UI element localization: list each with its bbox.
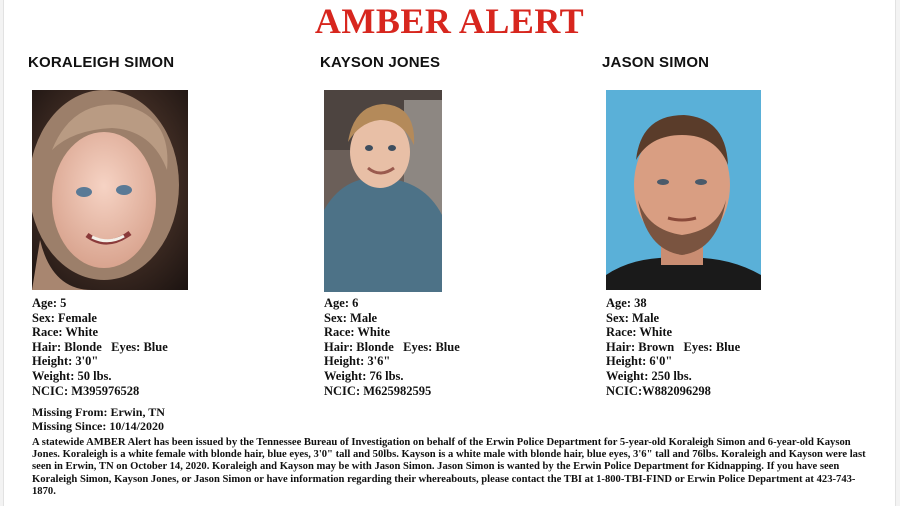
alert-narrative: A statewide AMBER Alert has been issued by the Tennessee Bureau of Investigation on behalf of the Erwin Police Department for 5-year-old Koraleigh Simon and 6-year-old Kayson Jones. Koraleigh is a white female with blonde hair, blue eyes, 3'0" tall and 50lbs. Kayson is a white male with blonde hair, blue eyes, 3'6" tall and 76lbs. Koraleigh and Kayson were last seen in Erwin, TN on October 14, 2020. Koraleigh and Kayson may be with Jason Simon. Jason Simon is wanted by the Erwin Police Department for Kidnapping. If you have seen Koraleigh Simon, Kayson Jones, or Jason Simon or have information regarding their whereabouts, please contact the TBI at 1-800-TBI-FIND or Erwin Police Department at 423-743-1870. (32, 437, 866, 497)
person-name: KAYSON JONES (320, 54, 441, 71)
sex-line: Sex: Male (324, 310, 378, 325)
age-line: Age: 5 (32, 296, 67, 310)
alert-title: AMBER ALERT (314, 1, 585, 41)
person-details (324, 296, 460, 398)
height-line: Height: 3'6" (324, 354, 391, 369)
person-card-kayson (320, 54, 460, 398)
jason-photo (606, 90, 761, 290)
person-name: KORALEIGH SIMON (28, 54, 175, 71)
age-line: Age: 38 (606, 296, 647, 310)
weight-line: Weight: 76 lbs. (324, 368, 404, 383)
race-line: Race: White (606, 325, 673, 340)
weight-line: Weight: 250 lbs. (606, 368, 692, 383)
person-details (32, 296, 168, 398)
person-card-jason (602, 54, 741, 398)
hair-eyes-line: Hair: Blonde Eyes: Blue (324, 339, 460, 354)
weight-line: Weight: 50 lbs. (32, 368, 112, 383)
hair-eyes-line: Hair: Blonde Eyes: Blue (32, 339, 168, 354)
ncic-line: NCIC:W882096298 (606, 383, 711, 398)
amber-alert-poster (4, 0, 895, 506)
ncic-line: NCIC: M395976528 (32, 383, 140, 398)
height-line: Height: 3'0" (32, 354, 99, 369)
missing-from: Missing From: Erwin, TN (32, 405, 165, 419)
person-card-koraleigh (28, 54, 175, 398)
age-line: Age: 6 (324, 296, 359, 310)
sex-line: Sex: Male (606, 310, 660, 325)
person-details (606, 296, 740, 398)
kayson-photo (324, 90, 442, 292)
sex-line: Sex: Female (32, 310, 97, 325)
race-line: Race: White (324, 325, 391, 340)
height-line: Height: 6'0" (606, 354, 673, 369)
race-line: Race: White (32, 325, 99, 340)
missing-since: Missing Since: 10/14/2020 (32, 418, 165, 433)
koraleigh-photo (32, 90, 188, 290)
hair-eyes-line: Hair: Brown Eyes: Blue (606, 339, 741, 354)
person-name: JASON SIMON (602, 54, 710, 71)
ncic-line: NCIC: M625982595 (324, 383, 432, 398)
missing-info (32, 406, 165, 433)
